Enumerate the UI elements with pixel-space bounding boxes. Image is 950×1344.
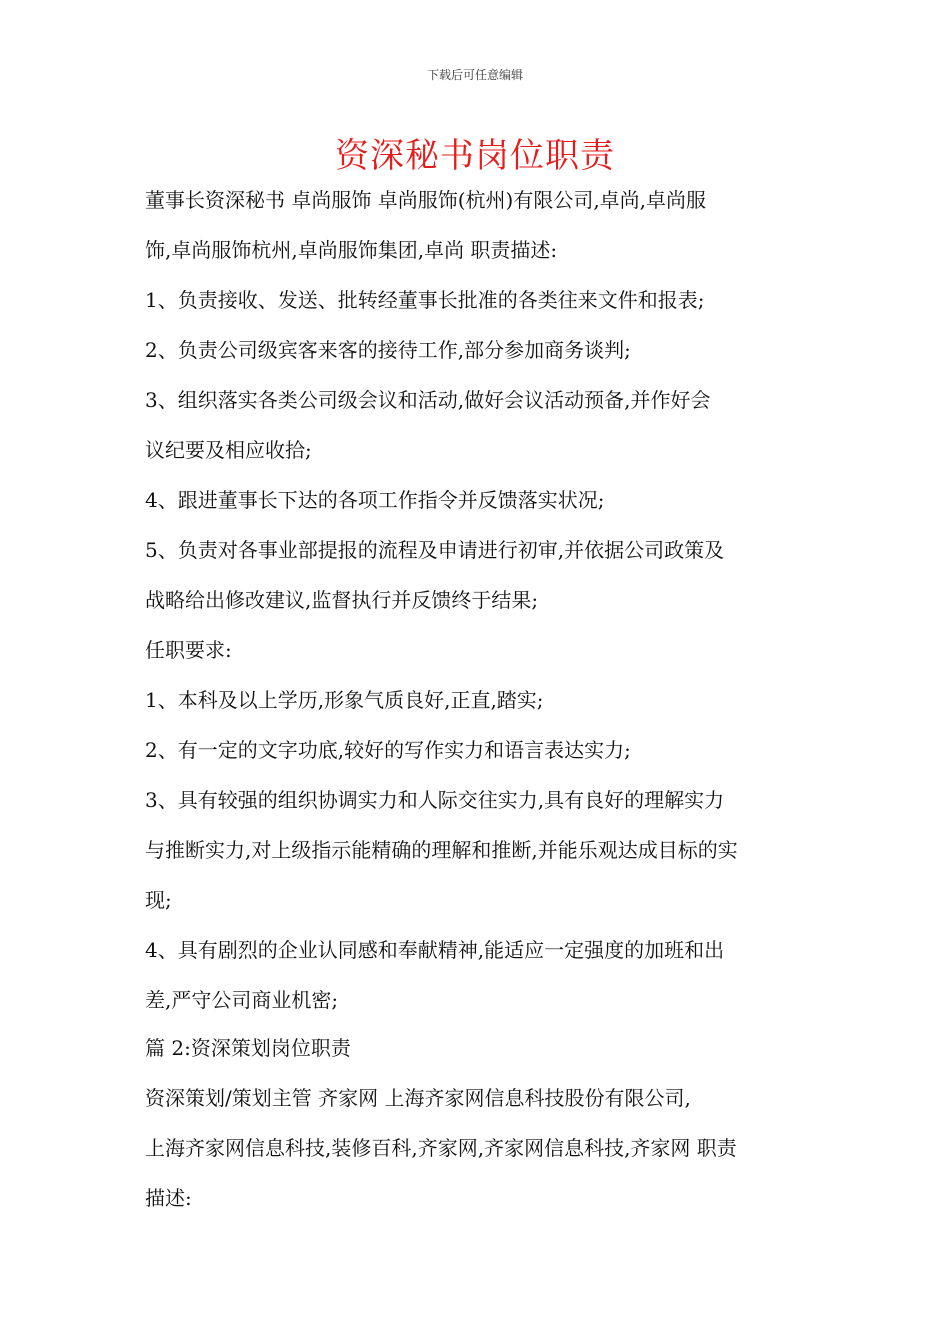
body-line: 与推断实力,对上级指示能精确的理解和推断,并能乐观达成目标的实 [145,838,738,862]
document-title: 资深秘书岗位职责 [335,136,615,176]
body-line: 资深策划/策划主管 齐家网 上海齐家网信息科技股份有限公司, [145,1086,691,1110]
body-line: 5、负责对各事业部提报的流程及申请进行初审,并依据公司政策及 [145,538,725,562]
body-line: 4、跟进董事长下达的各项工作指令并反馈落实状况; [145,488,605,512]
body-line: 议纪要及相应收拾; [145,438,312,462]
body-line: 战略给出修改建议,监督执行并反馈终于结果; [145,588,539,612]
body-line: 2、负责公司级宾客来客的接待工作,部分参加商务谈判; [145,338,631,362]
header-note: 下载后可任意编辑 [426,68,523,82]
body-line: 2、有一定的文字功底,较好的写作实力和语言表达实力; [145,738,631,762]
body-line: 差,严守公司商业机密; [145,988,339,1012]
body-line: 4、具有剧烈的企业认同感和奉献精神,能适应一定强度的加班和出 [145,938,725,962]
body-line: 饰,卓尚服饰杭州,卓尚服饰集团,卓尚 职责描述: [145,238,558,262]
section-heading: 篇 2:资深策划岗位职责 [145,1036,351,1060]
section-heading: 任职要求: [145,638,232,662]
body-line: 3、具有较强的组织协调实力和人际交往实力,具有良好的理解实力 [145,788,725,812]
body-line: 现; [145,888,172,912]
body-line: 描述: [145,1186,192,1210]
body-line: 董事长资深秘书 卓尚服饰 卓尚服饰(杭州)有限公司,卓尚,卓尚服 [145,188,707,212]
body-line: 1、本科及以上学历,形象气质良好,正直,踏实; [145,688,544,712]
body-line: 3、组织落实各类公司级会议和活动,做好会议活动预备,并作好会 [145,388,711,412]
body-line: 1、负责接收、发送、批转经董事长批准的各类往来文件和报表; [145,288,705,312]
body-line: 上海齐家网信息科技,装修百科,齐家网,齐家网信息科技,齐家网 职责 [145,1136,737,1160]
